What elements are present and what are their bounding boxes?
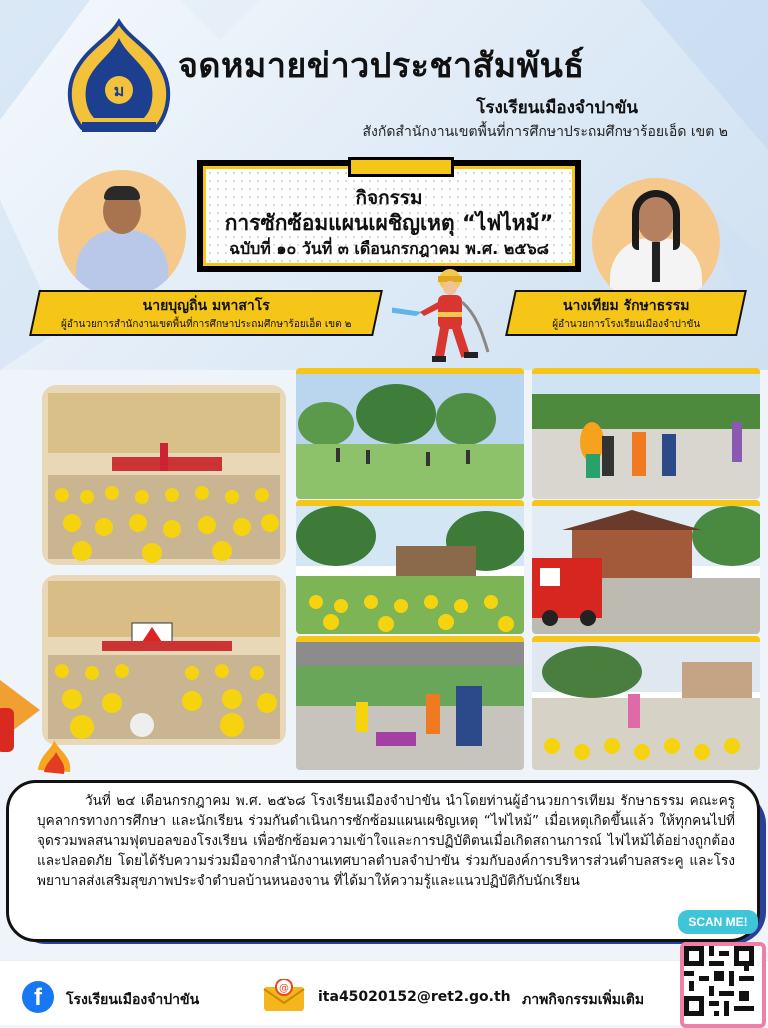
svg-text:ม: ม <box>113 81 125 100</box>
activity-photo-4 <box>532 368 760 499</box>
activity-photo-8 <box>532 636 760 770</box>
email-icon <box>262 979 306 1013</box>
school-logo <box>60 18 178 136</box>
facebook-page-link[interactable]: โรงเรียนเมืองจำปาขัน <box>66 992 200 1008</box>
description-box <box>6 780 760 942</box>
firefighter-illustration <box>392 262 492 372</box>
description-text: วันที่ ๒๔ เดือนกรกฎาคม พ.ศ. ๒๕๖๘ โรงเรียนเมืองจำปาขัน นำโดยท่านผู้อำนวยการเทียม รักษาธรรม คณะครู บุคลากรทางการศึกษา และนักเรียน ร่วมกันดำเนินการซักซ้อมแผนเผชิญเหตุ “ไฟไหม้” เมื่อเหตุเกิดขึ้นแล้ว ให้ทุกคนไปที่จุดรวมพลสนามฟุตบอลของโรงเรียน เพื่อซักซ้อมความเข้าใจและการปฏิบัติตนเมื่อเกิดสถานการณ์ ไฟไหม้ได้อย่างถูกต้องและปลอดภัย โดยได้รับความร่วมมือจากสำนักงานเทศบาลตำบลจำปาขัน ร่วมกับองค์การบริหารส่วนตำบลสระคู และโรงพยาบาลส่งเสริมสุขภาพประจำตำบลบ้านหนองจาน ที่ได้มาให้ความรู้และแนวปฏิบัติกับนักเรียน <box>37 793 735 889</box>
activity-photo-3 <box>296 368 524 499</box>
activity-photo-6 <box>532 500 760 634</box>
right-director-position: ผู้อำนวยการโรงเรียนเมืองจำปาขัน <box>552 319 701 330</box>
banner-activity-label: กิจกรรม <box>355 187 423 209</box>
right-director-name: นางเทียม รักษาธรรม <box>562 298 690 314</box>
more-photos-link[interactable]: ภาพกิจกรรมเพิ่มเติม <box>522 992 645 1008</box>
left-director-name: นายบุญถิ่น มหาสาโร <box>142 298 270 314</box>
svg-text:@: @ <box>279 983 289 994</box>
facebook-icon[interactable]: f <box>22 981 54 1013</box>
activity-banner <box>197 160 581 272</box>
school-name: โรงเรียนเมืองจำปาขัน <box>476 98 638 118</box>
activity-photo-1 <box>42 385 286 565</box>
banner-issue-date: ฉบับที่ ๑๐ วันที่ ๓ เดือนกรกฎาคม พ.ศ. ๒๕๖๘ <box>229 239 549 258</box>
banner-tab <box>348 157 454 177</box>
banner-activity-title: การซักซ้อมแผนเผชิญเหตุ “ไฟไหม้” <box>224 211 554 235</box>
activity-photo-5 <box>296 500 524 634</box>
left-director-portrait <box>58 170 186 298</box>
page-title: จดหมายข่าวประชาสัมพันธ์ <box>178 46 585 86</box>
footer <box>0 960 768 1025</box>
left-director-position: ผู้อำนวยการสำนักงานเขตพื้นที่การศึกษาประถมศึกษาร้อยเอ็ด เขต ๒ <box>61 319 352 330</box>
right-director-portrait <box>592 178 720 306</box>
left-director-nametag <box>29 290 383 336</box>
right-director-nametag <box>505 290 747 336</box>
school-affiliation: สังกัดสำนักงานเขตพื้นที่การศึกษาประถมศึกษาร้อยเอ็ด เขต ๒ <box>362 124 728 140</box>
scan-me-label: SCAN ME! <box>678 910 758 934</box>
activity-photo-7 <box>296 636 524 770</box>
email-address[interactable]: ita45020152@ret2.go.th <box>318 989 511 1005</box>
fire-extinguisher-decoration <box>0 680 90 790</box>
qr-code[interactable] <box>680 942 766 1028</box>
